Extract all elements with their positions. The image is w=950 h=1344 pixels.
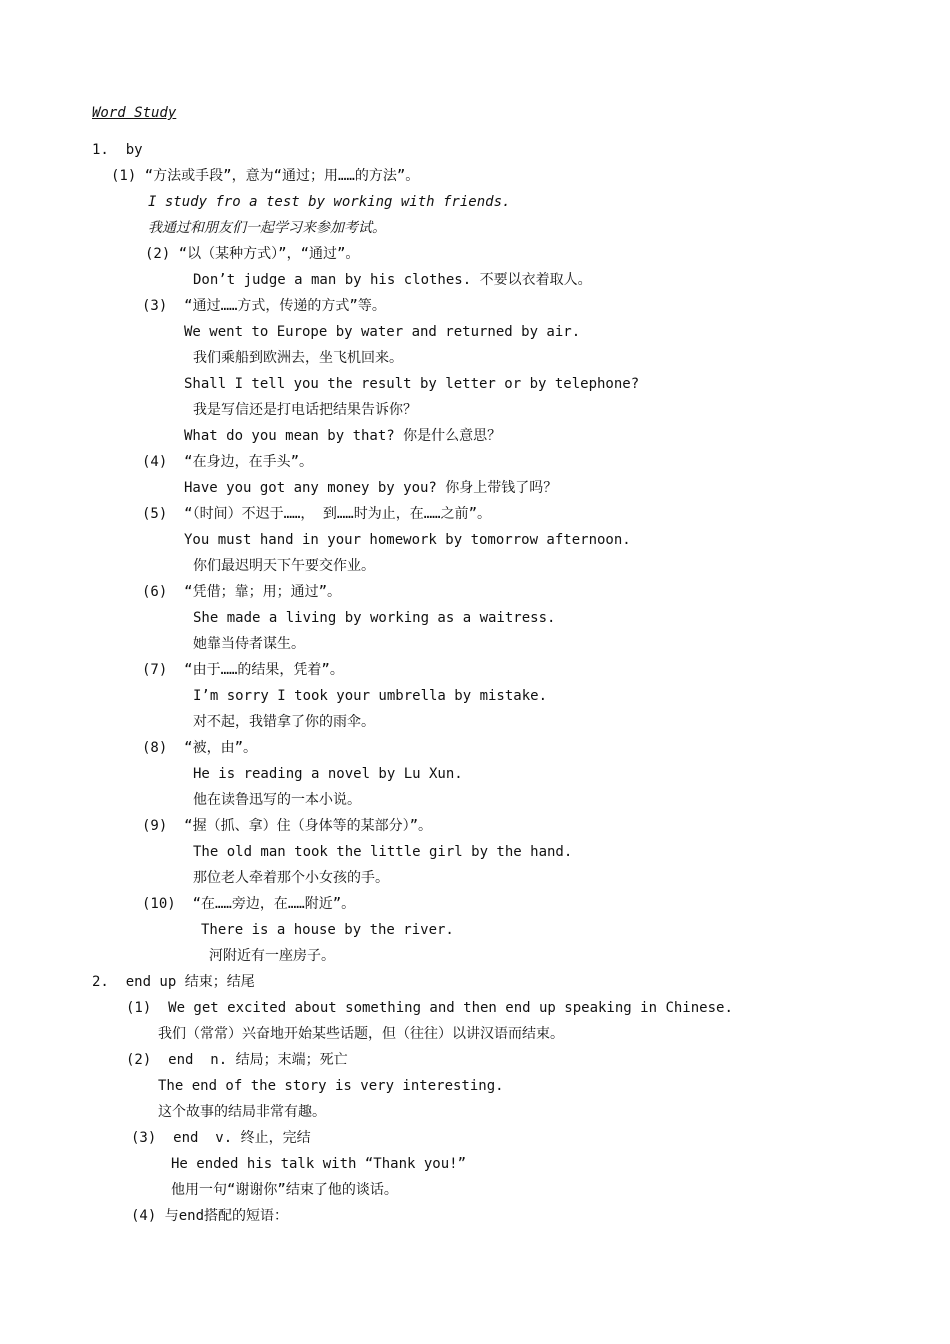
example-translation: 她靠当侍者谋生。 (193, 636, 305, 652)
sense-heading: (1) “方法或手段”，意为“通过；用……的方法”。 (111, 168, 420, 184)
sense-heading: (4) 与end搭配的短语： (131, 1208, 289, 1224)
example-translation: 我们（常常）兴奋地开始某些话题，但（往往）以讲汉语而结束。 (158, 1026, 564, 1042)
sense-heading: (4) “在身边，在手头”。 (142, 454, 314, 470)
sense-heading: (2) end n. 结局；末端；死亡 (126, 1052, 348, 1068)
section-title: Word Study (92, 105, 177, 121)
sense-heading: (1) We get excited about something and then end up speaking in Chinese. (126, 1000, 733, 1016)
example-sentence: He is reading a novel by Lu Xun. (193, 766, 463, 782)
example-translation: 河附近有一座房子。 (209, 948, 335, 964)
example-sentence: What do you mean by that? 你是什么意思？ (184, 428, 502, 444)
example-translation: 我是写信还是打电话把结果告诉你？ (193, 402, 417, 418)
example-sentence: The end of the story is very interesting. (158, 1078, 504, 1094)
example-sentence: He ended his talk with “Thank you!” (171, 1156, 467, 1172)
example-sentence: I study fro a test by working with friends. (148, 194, 511, 210)
example-translation: 他在读鲁迅写的一本小说。 (193, 792, 361, 808)
example-translation: 我通过和朋友们一起学习来参加考试。 (148, 220, 386, 236)
example-sentence: I’m sorry I took your umbrella by mistake. (193, 688, 548, 704)
example-translation: 对不起，我错拿了你的雨伞。 (193, 714, 375, 730)
sense-heading: (3) end v. 终止，完结 (131, 1130, 311, 1146)
example-translation: 那位老人牵着那个小女孩的手。 (193, 870, 389, 886)
example-sentence: There is a house by the river. (201, 922, 454, 938)
example-sentence: Don’t judge a man by his clothes. 不要以衣着取人。 (193, 272, 592, 288)
example-sentence: Have you got any money by you? 你身上带钱了吗？ (184, 480, 558, 496)
example-sentence: She made a living by working as a waitress. (193, 610, 556, 626)
example-sentence: Shall I tell you the result by letter or by telephone? (184, 376, 640, 392)
example-sentence: We went to Europe by water and returned by air. (184, 324, 581, 340)
example-sentence: The old man took the little girl by the hand. (193, 844, 573, 860)
sense-heading: (10) “在……旁边，在……附近”。 (142, 896, 356, 912)
example-sentence: You must hand in your homework by tomorrow afternoon. (184, 532, 631, 548)
example-translation: 这个故事的结局非常有趣。 (158, 1104, 326, 1120)
sense-heading: (3) “通过……方式，传递的方式”等。 (142, 298, 386, 314)
sense-heading: (6) “凭借；靠；用；通过”。 (142, 584, 342, 600)
item-heading-end-up: 2. end up 结束；结尾 (92, 974, 255, 990)
sense-heading: (9) “握（抓、拿）住（身体等的某部分）”。 (142, 818, 432, 834)
sense-heading: (2) “以（某种方式）”，“通过”。 (145, 246, 360, 262)
sense-heading: (5) “（时间）不迟于……， 到……时为止，在……之前”。 (142, 506, 492, 522)
example-translation: 你们最迟明天下午要交作业。 (193, 558, 375, 574)
sense-heading: (7) “由于……的结果，凭着”。 (142, 662, 344, 678)
item-heading-by: 1. by (92, 142, 143, 158)
example-translation: 我们乘船到欧洲去，坐飞机回来。 (193, 350, 403, 366)
example-translation: 他用一句“谢谢你”结束了他的谈话。 (171, 1182, 398, 1198)
sense-heading: (8) “被，由”。 (142, 740, 258, 756)
